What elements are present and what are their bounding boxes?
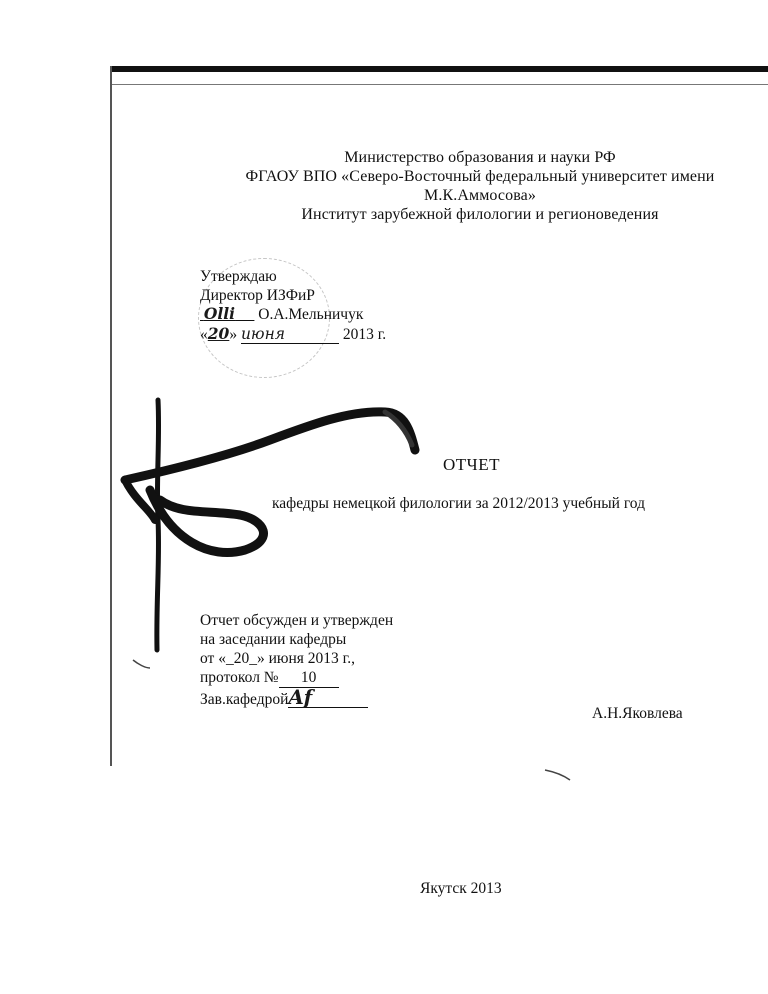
protocol-number: 10 — [279, 668, 339, 688]
report-title: ОТЧЕТ — [443, 455, 500, 474]
university-line-1: ФГАОУ ВПО «Северо-Восточный федеральный университет имени — [245, 168, 715, 185]
head-label: Зав.кафедрой — [200, 691, 289, 708]
date-close-quote: » — [229, 325, 238, 343]
date-open-quote: « — [200, 325, 208, 343]
university-line-2: М.К.Аммосова» — [424, 187, 536, 204]
director-name: О.А.Мельничук — [258, 306, 364, 323]
scan-mark-left — [133, 660, 150, 668]
minutes-line-1: Отчет обсужден и утвержден — [200, 612, 394, 629]
scan-speck — [545, 770, 570, 780]
institute-line: Институт зарубежной филологии и регионоведения — [301, 206, 659, 223]
approval-date-line — [200, 325, 386, 345]
string-tail — [125, 480, 155, 520]
city-year: Якутск 2013 — [420, 880, 502, 897]
string-loop — [125, 412, 415, 480]
minutes-line-2: на заседании кафедры — [200, 631, 347, 648]
approval-block — [200, 268, 386, 344]
scan-edge-left — [110, 66, 112, 766]
report-subtitle: кафедры немецкой филологии за 2012/2013 учебный год — [272, 495, 645, 512]
document-header — [200, 148, 760, 224]
head-line — [200, 685, 393, 709]
minutes-line-3: от «_20_» июня 2013 г., — [200, 650, 355, 667]
string-vertical — [157, 400, 159, 650]
director-signature-line — [200, 305, 386, 325]
director-signature: Olli — [203, 304, 236, 323]
string-end — [385, 412, 412, 445]
director-position: Директор ИЗФиР — [200, 286, 315, 304]
date-month: июня — [241, 325, 339, 345]
ministry-line: Министерство образования и науки РФ — [344, 149, 616, 166]
head-signature: Af — [288, 688, 368, 708]
scan-edge-top — [110, 66, 768, 72]
minutes-block — [200, 611, 393, 709]
date-year: 2013 г. — [342, 325, 387, 343]
protocol-label: протокол № — [200, 669, 279, 686]
approve-label: Утверждаю — [200, 268, 277, 285]
date-day: 20 — [207, 323, 230, 343]
string-knot — [150, 490, 264, 553]
signer-name: А.Н.Яковлева — [592, 705, 683, 722]
scan-edge-line — [110, 84, 768, 85]
